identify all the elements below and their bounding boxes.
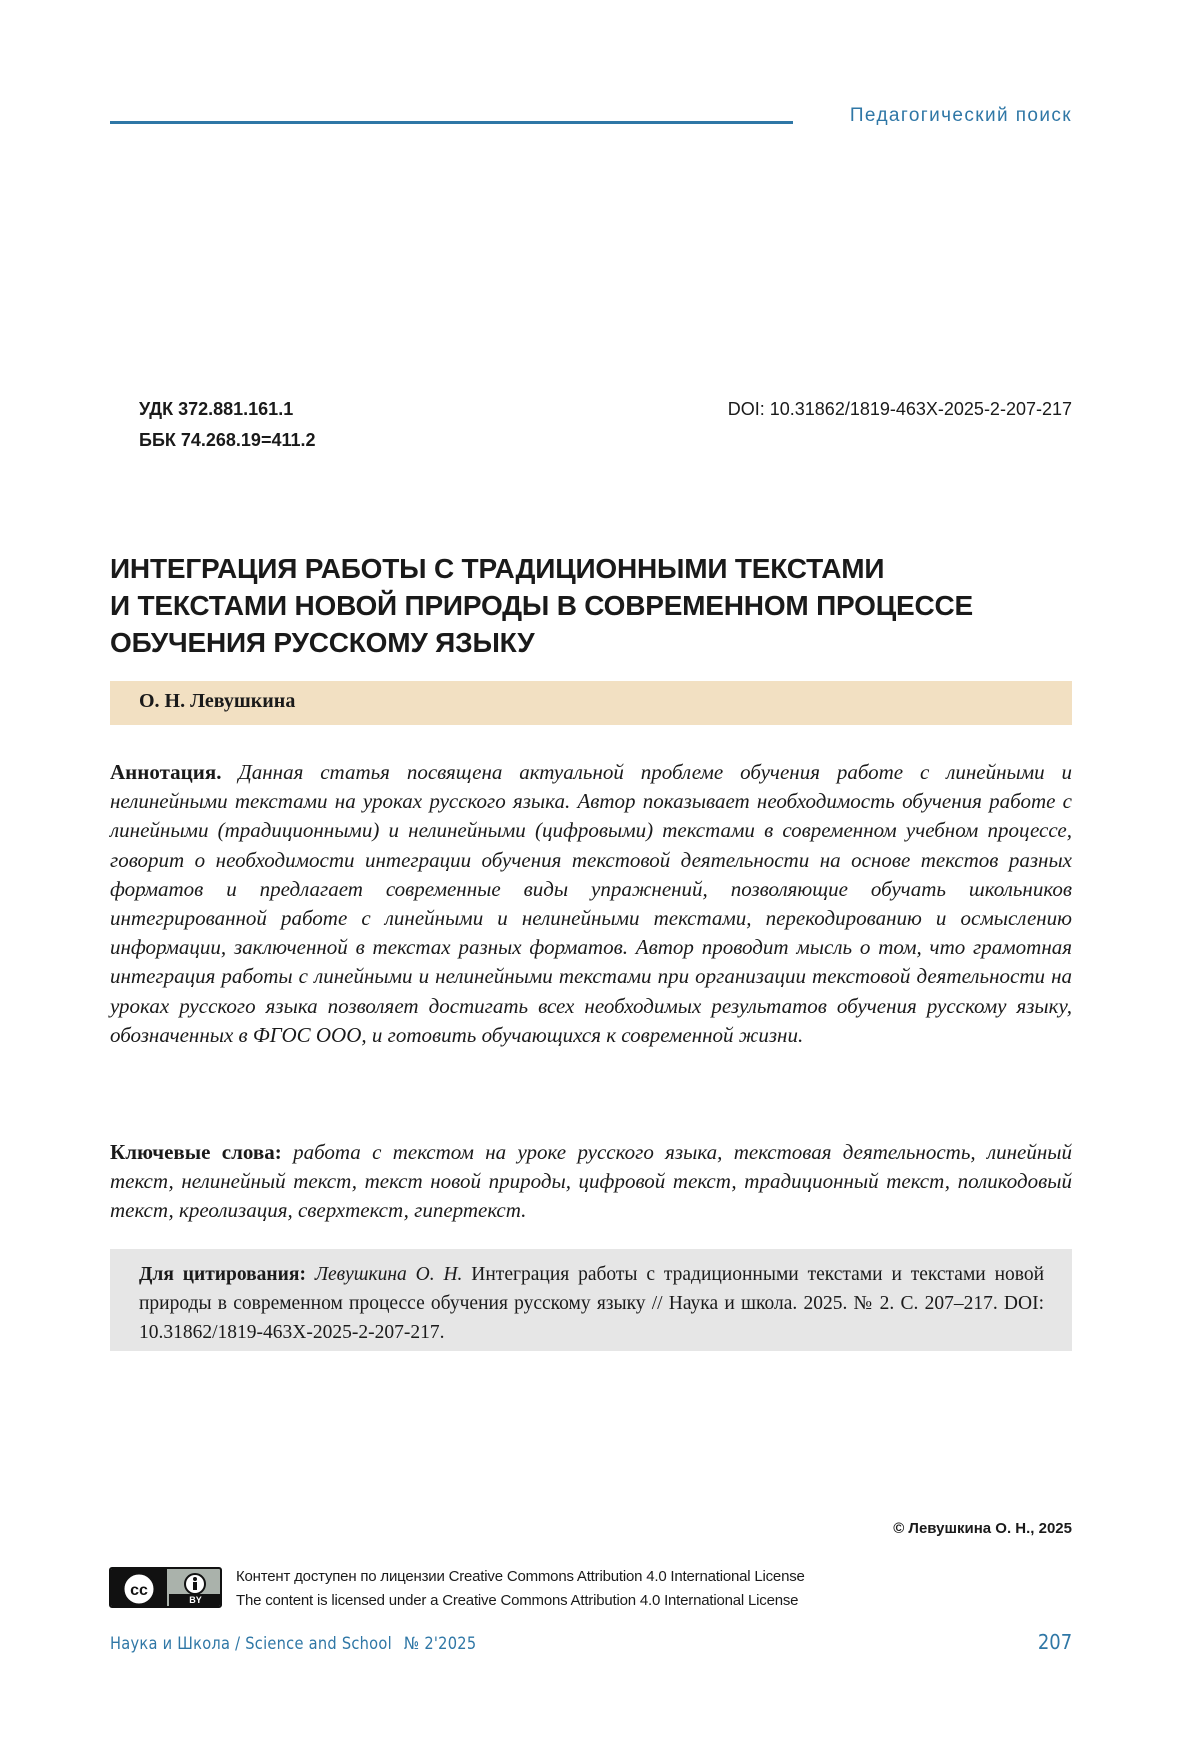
header-rule <box>110 121 793 124</box>
classification-codes <box>139 394 316 456</box>
cc-by-label: BY <box>169 1594 222 1606</box>
journal-section-title: Педагогический поиск <box>849 105 1072 126</box>
copyright: © Левушкина О. Н., 2025 <box>893 1520 1072 1537</box>
udk-code: УДК 372.881.161.1 <box>139 399 294 419</box>
footer-journal-name: Наука и Школа / Science and School <box>110 1634 392 1654</box>
cc-by-icon[interactable] <box>109 1567 222 1608</box>
title-line: ОБУЧЕНИЯ РУССКОМУ ЯЗЫКУ <box>110 627 535 658</box>
article-title <box>110 550 1070 661</box>
citation-text: Интеграция работы с традиционными текстами и текстами новой природы в современном процессе обучения русскому языку // Наука и школа. 2025. № 2. С. 207–217. DOI: 10.31862/1819-463X-2025-2-207-217. <box>139 1264 1045 1343</box>
abstract-text: Данная статья посвящена актуальной проблеме обучения работе с линейными и нелинейными текстами на уроках русского языка. Автор показывает необходимость обучения работе с линейными (традиционными) и нелинейными (цифровыми) текстами в современном учебном процессе, говорит о необходимости интеграции обучения текстовой деятельности на основе текстов разных форматов и предлагает современные виды упражнений, позволяющие обучать школьников интегрированной работе с линейными и нелинейными текстами, перекодированию и осмыслению информации, заключенной в текстах разных форматов. Автор проводит мысль о том, что грамотная интеграция работы с линейными и нелинейными текстами при организации текстовой деятельности на уроках русского языка позволяет достигать всех необходимых результатов обучения русскому языку, обозначенных в ФГОС ООО, и готовить обучающихся к современной жизни. <box>110 760 1073 1047</box>
abstract-label: Аннотация. <box>110 760 222 784</box>
svg-text:cc: cc <box>130 1582 148 1599</box>
page-number: 207 <box>1037 1630 1072 1654</box>
author-bar <box>110 681 1072 725</box>
keywords-label: Ключевые слова: <box>110 1140 282 1164</box>
title-line: ИНТЕГРАЦИЯ РАБОТЫ С ТРАДИЦИОННЫМИ ТЕКСТАМИ <box>110 553 885 584</box>
citation-label: Для цитирования: <box>139 1264 306 1285</box>
keywords <box>110 1138 1072 1226</box>
bbk-code: ББК 74.268.19=411.2 <box>139 430 316 450</box>
abstract <box>110 758 1072 1050</box>
author-name: О. Н. Левушкина <box>139 690 296 712</box>
license-text <box>236 1565 805 1613</box>
license-en: The content is licensed under a Creative Commons Attribution 4.0 International License <box>236 1592 799 1609</box>
footer-journal <box>110 1634 476 1654</box>
title-line: И ТЕКСТАМИ НОВОЙ ПРИРОДЫ В СОВРЕМЕННОМ ПРОЦЕССЕ <box>110 590 973 621</box>
doi[interactable]: DOI: 10.31862/1819-463X-2025-2-207-217 <box>727 399 1072 419</box>
citation-box <box>110 1249 1072 1351</box>
license-ru: Контент доступен по лицензии Creative Commons Attribution 4.0 International License <box>236 1568 805 1585</box>
keywords-text: работа с текстом на уроке русского языка, текстовая деятельность, линейный текст, нелинейный текст, текст новой природы, цифровой текст, традиционный текст, поликодовый текст, креолизация, сверхтекст, гипертекст. <box>110 1140 1073 1223</box>
citation-author: Левушкина О. Н. <box>314 1264 463 1285</box>
citation <box>139 1260 1044 1347</box>
footer-issue: № 2'2025 <box>403 1634 477 1654</box>
